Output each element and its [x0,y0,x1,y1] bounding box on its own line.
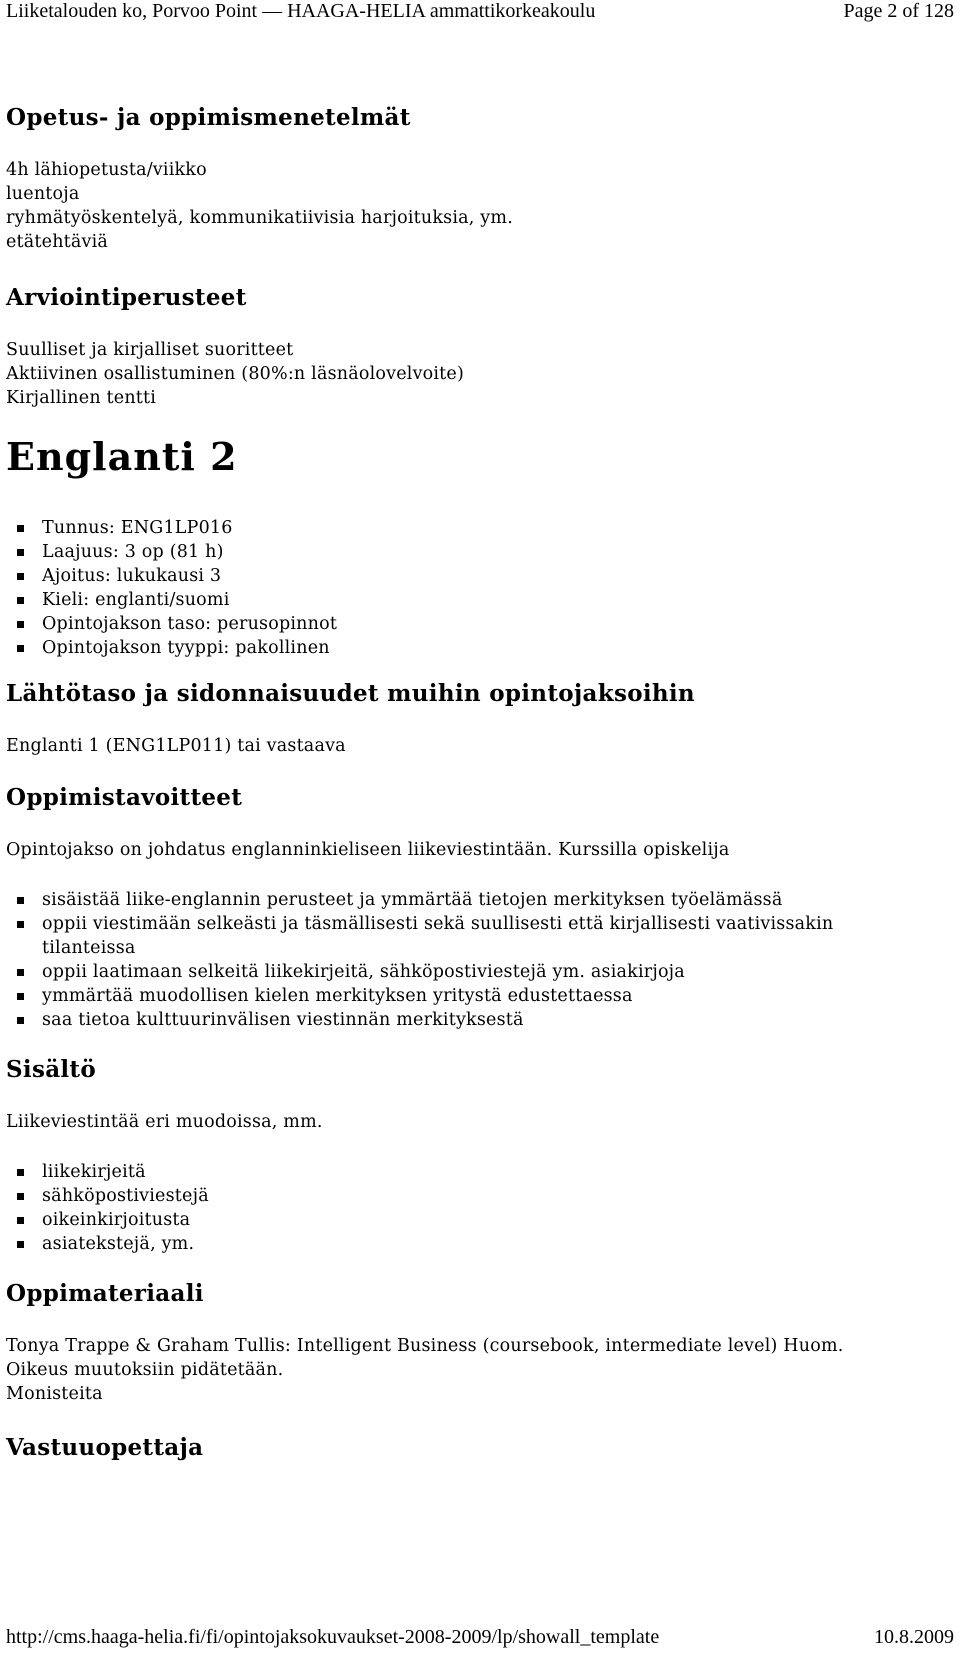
list-item: Opintojakson tyyppi: pakollinen [42,638,330,658]
list-item: Ajoitus: lukukausi 3 [42,566,222,586]
section-heading-arviointi: Arviointiperusteet [6,284,247,311]
list-item: saa tietoa kulttuurinvälisen viestinnän merkityksestä [42,1010,524,1030]
list-item: sähköpostiviestejä [42,1186,209,1206]
text-line: ryhmätyöskentelyä, kommunikatiivisia harjoituksia, ym. [6,208,513,228]
footer-url[interactable]: http://cms.haaga-helia.fi/fi/opintojaksokuvaukset-2008-2009/lp/showall_template [6,1626,660,1648]
list-item: Laajuus: 3 op (81 h) [42,542,224,562]
list-item: Tunnus: ENG1LP016 [42,518,233,538]
text-line: Englanti 1 (ENG1LP011) tai vastaava [6,736,346,756]
text-line: Monisteita [6,1384,103,1404]
list-item: Opintojakson taso: perusopinnot [42,614,338,634]
list-item: oikeinkirjoitusta [42,1210,191,1230]
text-line: Suulliset ja kirjalliset suoritteet [6,340,294,360]
section-heading-oppimateriaali: Oppimateriaali [6,1280,204,1307]
section-heading-sisalto: Sisältö [6,1056,97,1083]
text-line: luentoja [6,184,80,204]
list-item: ymmärtää muodollisen kielen merkityksen yritystä edustettaessa [42,986,633,1006]
list-item: sisäistää liike-englannin perusteet ja ymmärtää tietojen merkityksen työelämässä [42,890,783,910]
list-item: oppii laatimaan selkeitä liikekirjeitä, sähköpostiviestejä ym. asiakirjoja [42,962,685,982]
list-item: Kieli: englanti/suomi [42,590,230,610]
list-item: asiatekstejä, ym. [42,1234,195,1254]
list-item: liikekirjeitä [42,1162,146,1182]
section-heading-vastuuopettaja: Vastuuopettaja [6,1434,204,1461]
page-header [6,0,954,28]
page-number: Page 2 of 128 [843,0,954,22]
list-item-continuation: tilanteissa [42,938,136,958]
page-footer [6,1626,954,1654]
text-line: Kirjallinen tentti [6,388,157,408]
course-title: Englanti 2 [6,434,238,479]
header-title: Liiketalouden ko, Porvoo Point — HAAGA-HELIA ammattikorkeakoulu [6,0,596,22]
list-item: oppii viestimään selkeästi ja täsmällisesti sekä suullisesti että kirjallisesti vaativissakin [42,914,834,934]
section-heading-oppimistavoitteet: Oppimistavoitteet [6,784,243,811]
text-line: Aktiivinen osallistuminen (80%:n läsnäolovelvoite) [6,364,465,384]
text-line: Tonya Trappe & Graham Tullis: Intelligent Business (coursebook, intermediate level) Huom. [6,1336,844,1356]
text-line: Oikeus muutoksiin pidätetään. [6,1360,284,1380]
text-line: 4h lähiopetusta/viikko [6,160,207,180]
text-line: Opintojakso on johdatus englanninkieliseen liikeviestintään. Kurssilla opiskelija [6,840,730,860]
text-line: etätehtäviä [6,232,109,252]
section-heading-lahtotaso: Lähtötaso ja sidonnaisuudet muihin opintojaksoihin [6,680,695,707]
text-line: Liikeviestintää eri muodoissa, mm. [6,1112,323,1132]
footer-date: 10.8.2009 [874,1626,954,1648]
section-heading-opetus: Opetus- ja oppimismenetelmät [6,104,411,131]
